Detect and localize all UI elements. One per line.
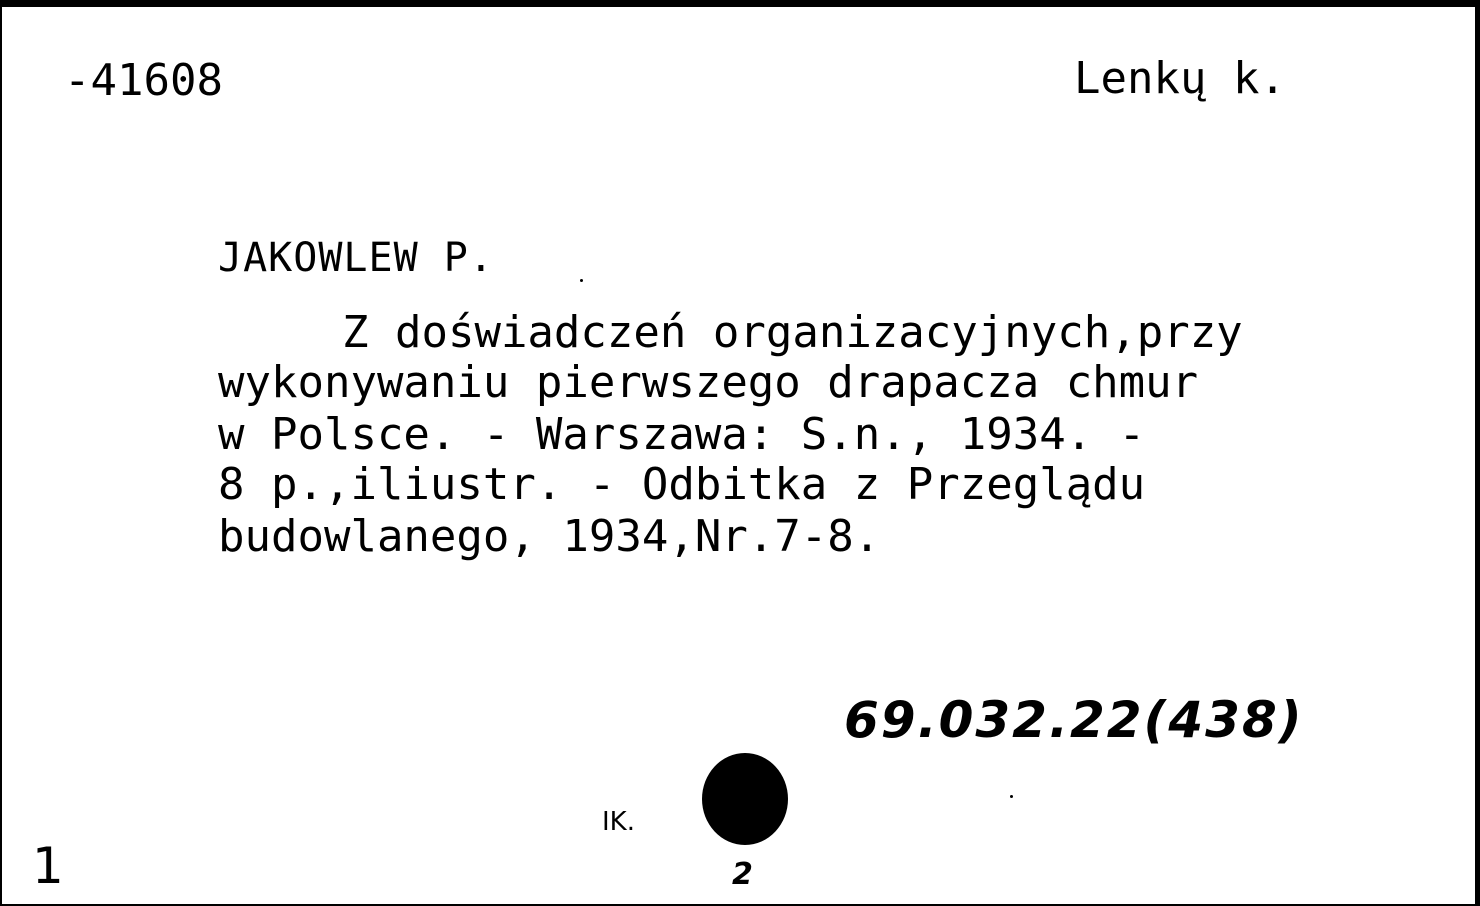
description-line: 8 p.,iliustr. - Odbitka z Przeglądu (218, 459, 1146, 510)
call-number: -41608 (64, 55, 223, 106)
stray-dot (580, 279, 583, 282)
stray-dot (1010, 795, 1013, 798)
classification-number: 69.032.22(438) (844, 691, 1304, 749)
description-line: budowlanego, 1934,Nr.7-8. (218, 511, 881, 562)
punch-hole (702, 753, 788, 845)
description-line: Z doświadczeń organizacyjnych,przy (342, 307, 1243, 358)
description-line: wykonywaniu pierwszego drapacza chmur (218, 357, 1199, 408)
language-label: Lenkų k. (1074, 53, 1286, 104)
handwritten-ik-note: IK. (602, 807, 635, 837)
card-number: 1 (32, 837, 64, 895)
author-heading: JAKOWLEW P. (218, 235, 494, 281)
copy-mark: 2 (732, 857, 753, 892)
description-line: w Polsce. - Warszawa: S.n., 1934. - (218, 409, 1146, 460)
